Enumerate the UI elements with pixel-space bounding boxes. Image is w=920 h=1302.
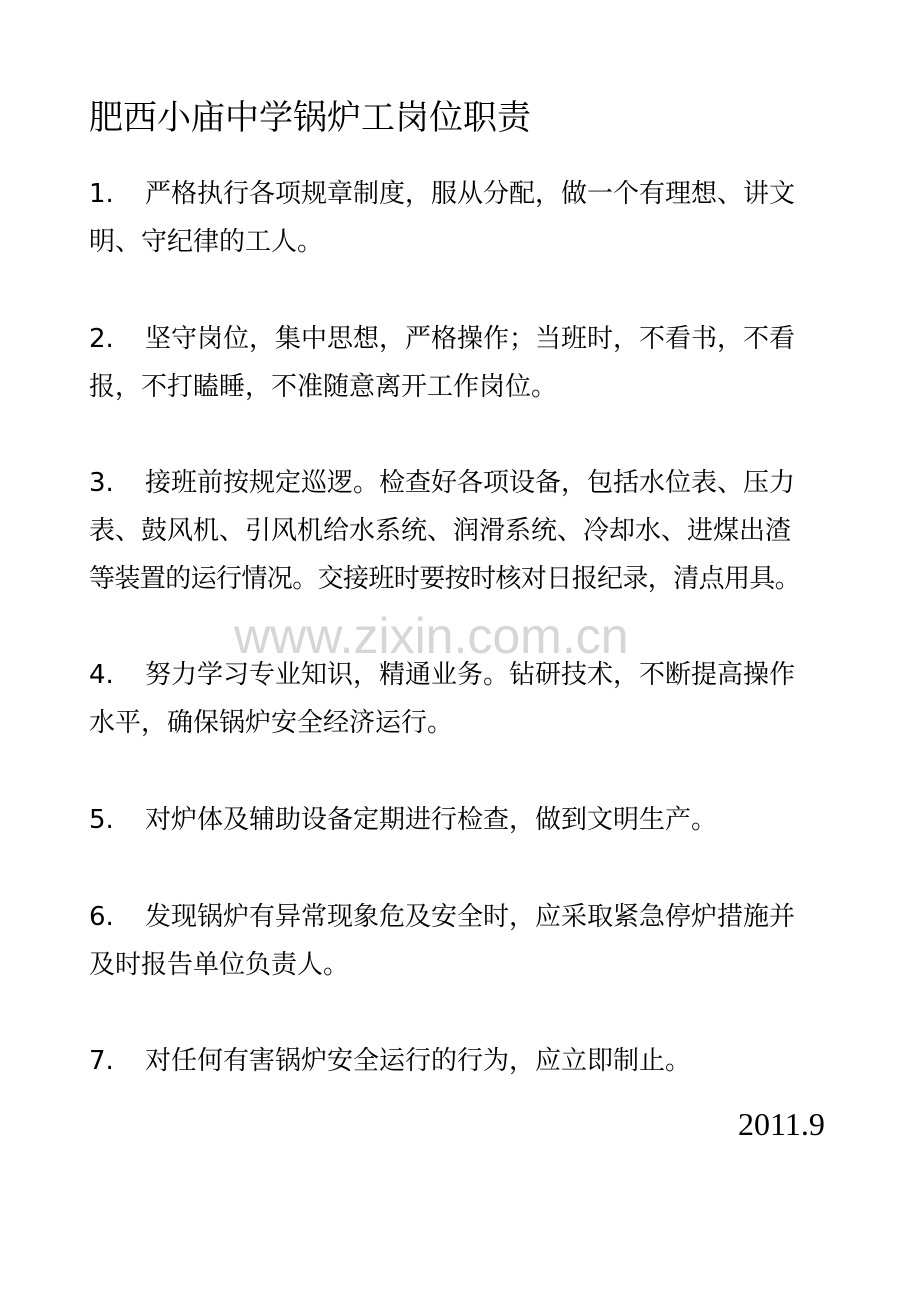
duty-item-line: 等装置的运行情况。交接班时要按时核对日报纪录，清点用具。 [89, 564, 801, 594]
duty-item-line [89, 893, 849, 941]
item-text: 对炉体及辅助设备定期进行检查，做到文明生产。 [145, 805, 718, 835]
item-text: 努力学习专业知识，精通业务。钻研技术，不断提高操作 [145, 660, 796, 690]
duty-item-line [89, 315, 849, 363]
document-date: 2011.9 [738, 1106, 825, 1142]
item-number: 5. [89, 805, 114, 835]
item-number: 3. [89, 468, 114, 498]
duty-item-5 [89, 796, 849, 844]
duty-item-line: 明、守纪律的工人。 [89, 227, 324, 257]
item-text: 接班前按规定巡逻。检查好各项设备，包括水位表、压力 [145, 468, 796, 498]
duty-item-6 [89, 893, 849, 989]
item-number: 6. [89, 902, 114, 932]
duty-item-line [89, 796, 849, 844]
item-text: 对任何有害锅炉安全运行的行为，应立即制止。 [145, 1046, 692, 1076]
duty-item-2 [89, 315, 849, 411]
item-number: 2. [89, 324, 114, 354]
duty-item-line: 报，不打瞌睡，不准随意离开工作岗位。 [89, 372, 558, 402]
document-title: 肥西小庙中学锅炉工岗位职责 [89, 98, 531, 138]
duty-item-3 [89, 459, 849, 603]
item-text: 严格执行各项规章制度，服从分配，做一个有理想、讲文 [145, 179, 796, 209]
duty-item-line [89, 1037, 849, 1085]
item-number: 1. [89, 179, 114, 209]
watermark: www.zixin.com.cn [234, 608, 629, 664]
item-number: 4. [89, 660, 114, 690]
duty-item-line: 表、鼓风机、引风机给水系统、润滑系统、冷却水、进煤出渣 [89, 516, 792, 546]
duty-item-line: 水平，确保锅炉安全经济运行。 [89, 708, 454, 738]
item-text: 发现锅炉有异常现象危及安全时，应采取紧急停炉措施并 [145, 902, 796, 932]
item-text: 坚守岗位，集中思想，严格操作；当班时，不看书，不看 [145, 324, 796, 354]
duty-item-line [89, 170, 849, 218]
item-number: 7. [89, 1046, 114, 1076]
duty-item-line: 及时报告单位负责人。 [89, 950, 350, 980]
duty-item-1 [89, 170, 849, 266]
duty-item-7 [89, 1037, 849, 1085]
duty-item-line [89, 459, 849, 507]
